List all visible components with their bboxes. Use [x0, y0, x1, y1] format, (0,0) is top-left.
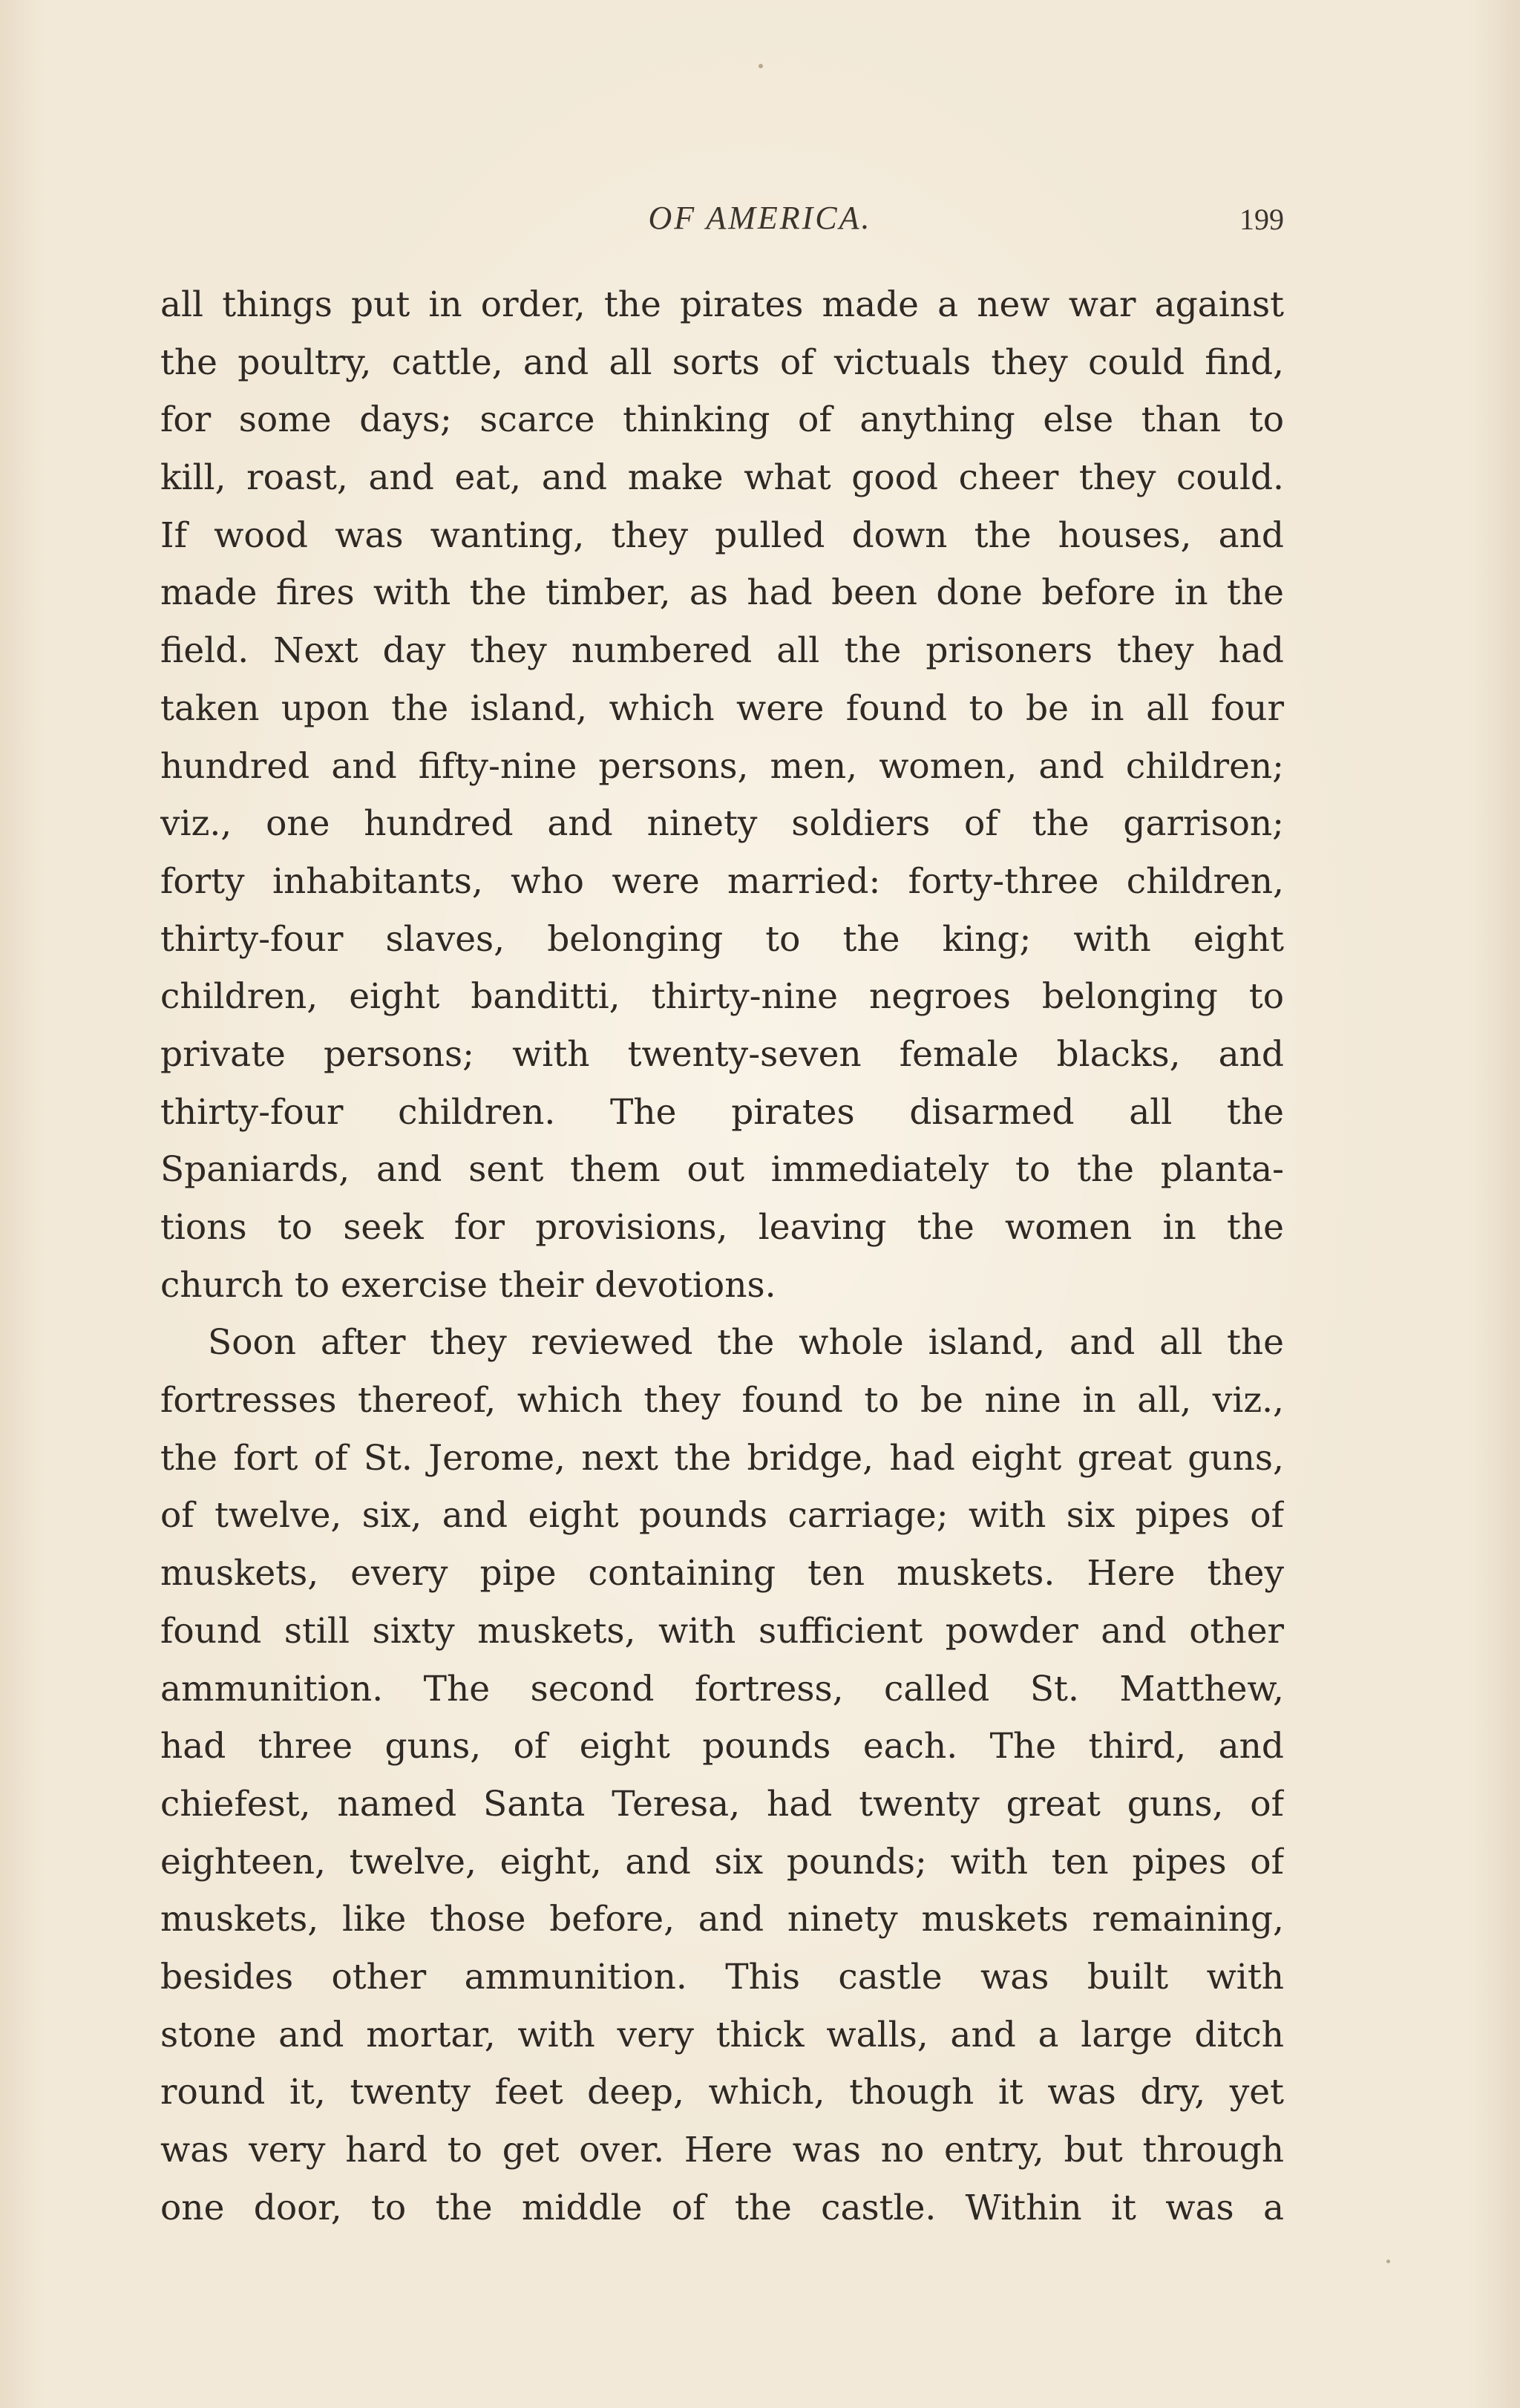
running-title: OF AMERICA.: [648, 200, 872, 236]
text-line: thirty-four slaves, belonging to the king; with eight: [160, 918, 1284, 960]
text-line: besides other ammunition. This castle was built with: [160, 1956, 1284, 1998]
paper-speck: [759, 64, 763, 68]
text-line: one door, to the middle of the castle. Within it was a: [160, 2187, 1284, 2228]
text-line: ammunition. The second fortress, called St. Matthew,: [160, 1668, 1284, 1710]
running-head: [0, 199, 1520, 243]
text-line: chiefest, named Santa Teresa, had twenty great guns, of: [160, 1783, 1284, 1825]
text-line: the fort of St. Jerome, next the bridge, had eight great guns,: [160, 1437, 1284, 1479]
text-line: was very hard to get over. Here was no entry, but through: [160, 2130, 1284, 2170]
text-line: If wood was wanting, they pulled down the houses, and: [160, 514, 1284, 556]
text-line: of twelve, six, and eight pounds carriage; with six pipes of: [160, 1495, 1284, 1537]
text-line: viz., one hundred and ninety soldiers of the garrison;: [160, 803, 1284, 845]
text-line: field. Next day they numbered all the prisoners they had: [160, 630, 1284, 672]
text-line: church to exercise their devotions.: [160, 1264, 776, 1306]
text-line: kill, roast, and eat, and make what good cheer they could.: [160, 457, 1284, 499]
text-line: round it, twenty feet deep, which, though it was dry, yet: [160, 2072, 1284, 2113]
text-line: made fires with the timber, as had been done before in the: [160, 572, 1284, 614]
text-line: private persons; with twenty-seven female blacks, and: [160, 1033, 1284, 1075]
text-line: stone and mortar, with very thick walls, and a large ditch: [160, 2014, 1284, 2055]
text-line: found still sixty muskets, with sufficient powder and other: [160, 1610, 1284, 1652]
text-line: for some days; scarce thinking of anything else than to: [160, 399, 1284, 441]
text-line: children, eight banditti, thirty-nine negroes belonging to: [160, 976, 1284, 1018]
text-line: eighteen, twelve, eight, and six pounds; with ten pipes of: [160, 1841, 1284, 1882]
paragraph-start-line: Soon after they reviewed the whole island, and all the: [208, 1322, 1284, 1364]
text-line: forty inhabitants, who were married: forty-three children,: [160, 860, 1284, 902]
text-line: the poultry, cattle, and all sorts of victuals they could find,: [160, 341, 1284, 383]
text-line: taken upon the island, which were found to be in all four: [160, 687, 1284, 729]
text-line: muskets, like those before, and ninety muskets remaining,: [160, 1899, 1284, 1940]
body-text: [160, 276, 1284, 2237]
text-line: muskets, every pipe containing ten muskets. Here they: [160, 1553, 1284, 1594]
text-line: thirty-four children. The pirates disarmed all the: [160, 1091, 1284, 1133]
text-line: all things put in order, the pirates made a new war against: [160, 284, 1284, 325]
page-number: 199: [1239, 203, 1284, 236]
text-line: tions to seek for provisions, leaving the women in the: [160, 1207, 1284, 1248]
paper-speck: [1386, 2260, 1390, 2263]
text-line: hundred and fifty-nine persons, men, women, and children;: [160, 745, 1284, 787]
text-line: Spaniards, and sent them out immediately to the planta-: [160, 1149, 1284, 1191]
text-line: fortresses thereof, which they found to be nine in all, viz.,: [160, 1380, 1284, 1421]
text-line: had three guns, of eight pounds each. The third, and: [160, 1726, 1284, 1767]
